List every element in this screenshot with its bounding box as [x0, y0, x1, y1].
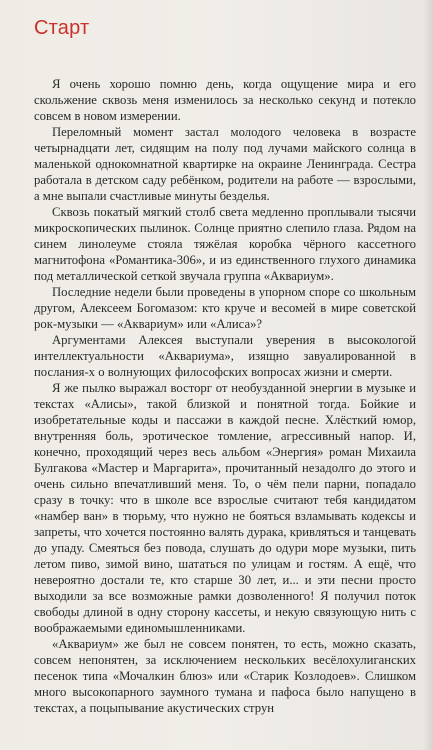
paragraph: «Аквариум» же был не совсем понятен, то есть, можно сказать, совсем непонятен, за исключением нескольких весёлохулиганских песенок типа «Мочалкин блюз» или «Старик Козлодоев». Слишком много высокопарного заумного тумана и пафоса было напущено в текстах, а поцыпывание акустических струн: [34, 637, 416, 715]
chapter-body: [34, 76, 416, 716]
paragraph: Сквозь покатый мягкий столб света медленно проплывали тысячи микроскопических пылинок. Солнце приятно слепило глаза. Рядом на синем линолеуме стояла тяжёлая коробка чёрного кассетного магнитофона «Романтика-306», и из единственного глухого динамика под металлической сеткой звучала группа «Аквариум».: [34, 205, 416, 283]
page-binding-shadow: [423, 0, 433, 750]
paragraph: Я очень хорошо помню день, когда ощущение мира и его скольжение сквозь меня изменилось за несколько секунд и потекло совсем в новом измерении.: [34, 77, 416, 123]
chapter-title: Старт: [34, 17, 90, 39]
paragraph: Аргументами Алексея выступали уверения в высокологой интеллектуальности «Аквариума», изящно завуалированной в послания-х о волнующих философских вопросах жизни и смерти.: [34, 333, 416, 379]
paragraph: Я же пылко выражал восторг от необузданной энергии в музыке и текстах «Алисы», такой близкой и понятной тогда. Бойкие и изобретательные коды и пассажи в каждой песне. Хлёсткий юмор, внутренняя боль, эротическое томление, агрессивный напор. И, конечно, проходящий через весь альбом «Энергия» роман Михаила Булгакова «Мастер и Маргарита», прочитанный незадолго до этого и очень сильно впечатливший меня. То, о чём пели парни, попадало сразу в точку: что в школе все взрослые считают тебя кандидатом «намбер ван» в тюрьму, что нужно не бояться взламывать кодексы и запреты, что хочется постоянно валять дурака, кривляться и танцевать до упаду. Смеяться без повода, слушать до одури море музыки, пить летом пиво, зимой вино, шататься по улицам и гостям. А ещё, что невероятно достали те, кто старше 30 лет, и... и эти песни просто выходили за все возможные рамки дозволенного! Я получил поток свободы длиной в одну сторону кассеты, и некую связующую нить с воображаемыми единомышленниками.: [34, 381, 416, 635]
paragraph: Последние недели были проведены в упорном споре со школьным другом, Алексеем Богомазом: кто круче и весомей в мире советской рок-музыки — «Аквариум» или «Алиса»?: [34, 285, 416, 331]
paragraph: Переломный момент застал молодого человека в возрасте четырнадцати лет, сидящим на полу под лучами майского солнца в маленькой однокомнатной квартирке на окраине Ленинграда. Сестра работала в детском саду ребёнком, родители на работе — взрослыми, а мне выпали счастливые минуты безделья.: [34, 125, 416, 203]
